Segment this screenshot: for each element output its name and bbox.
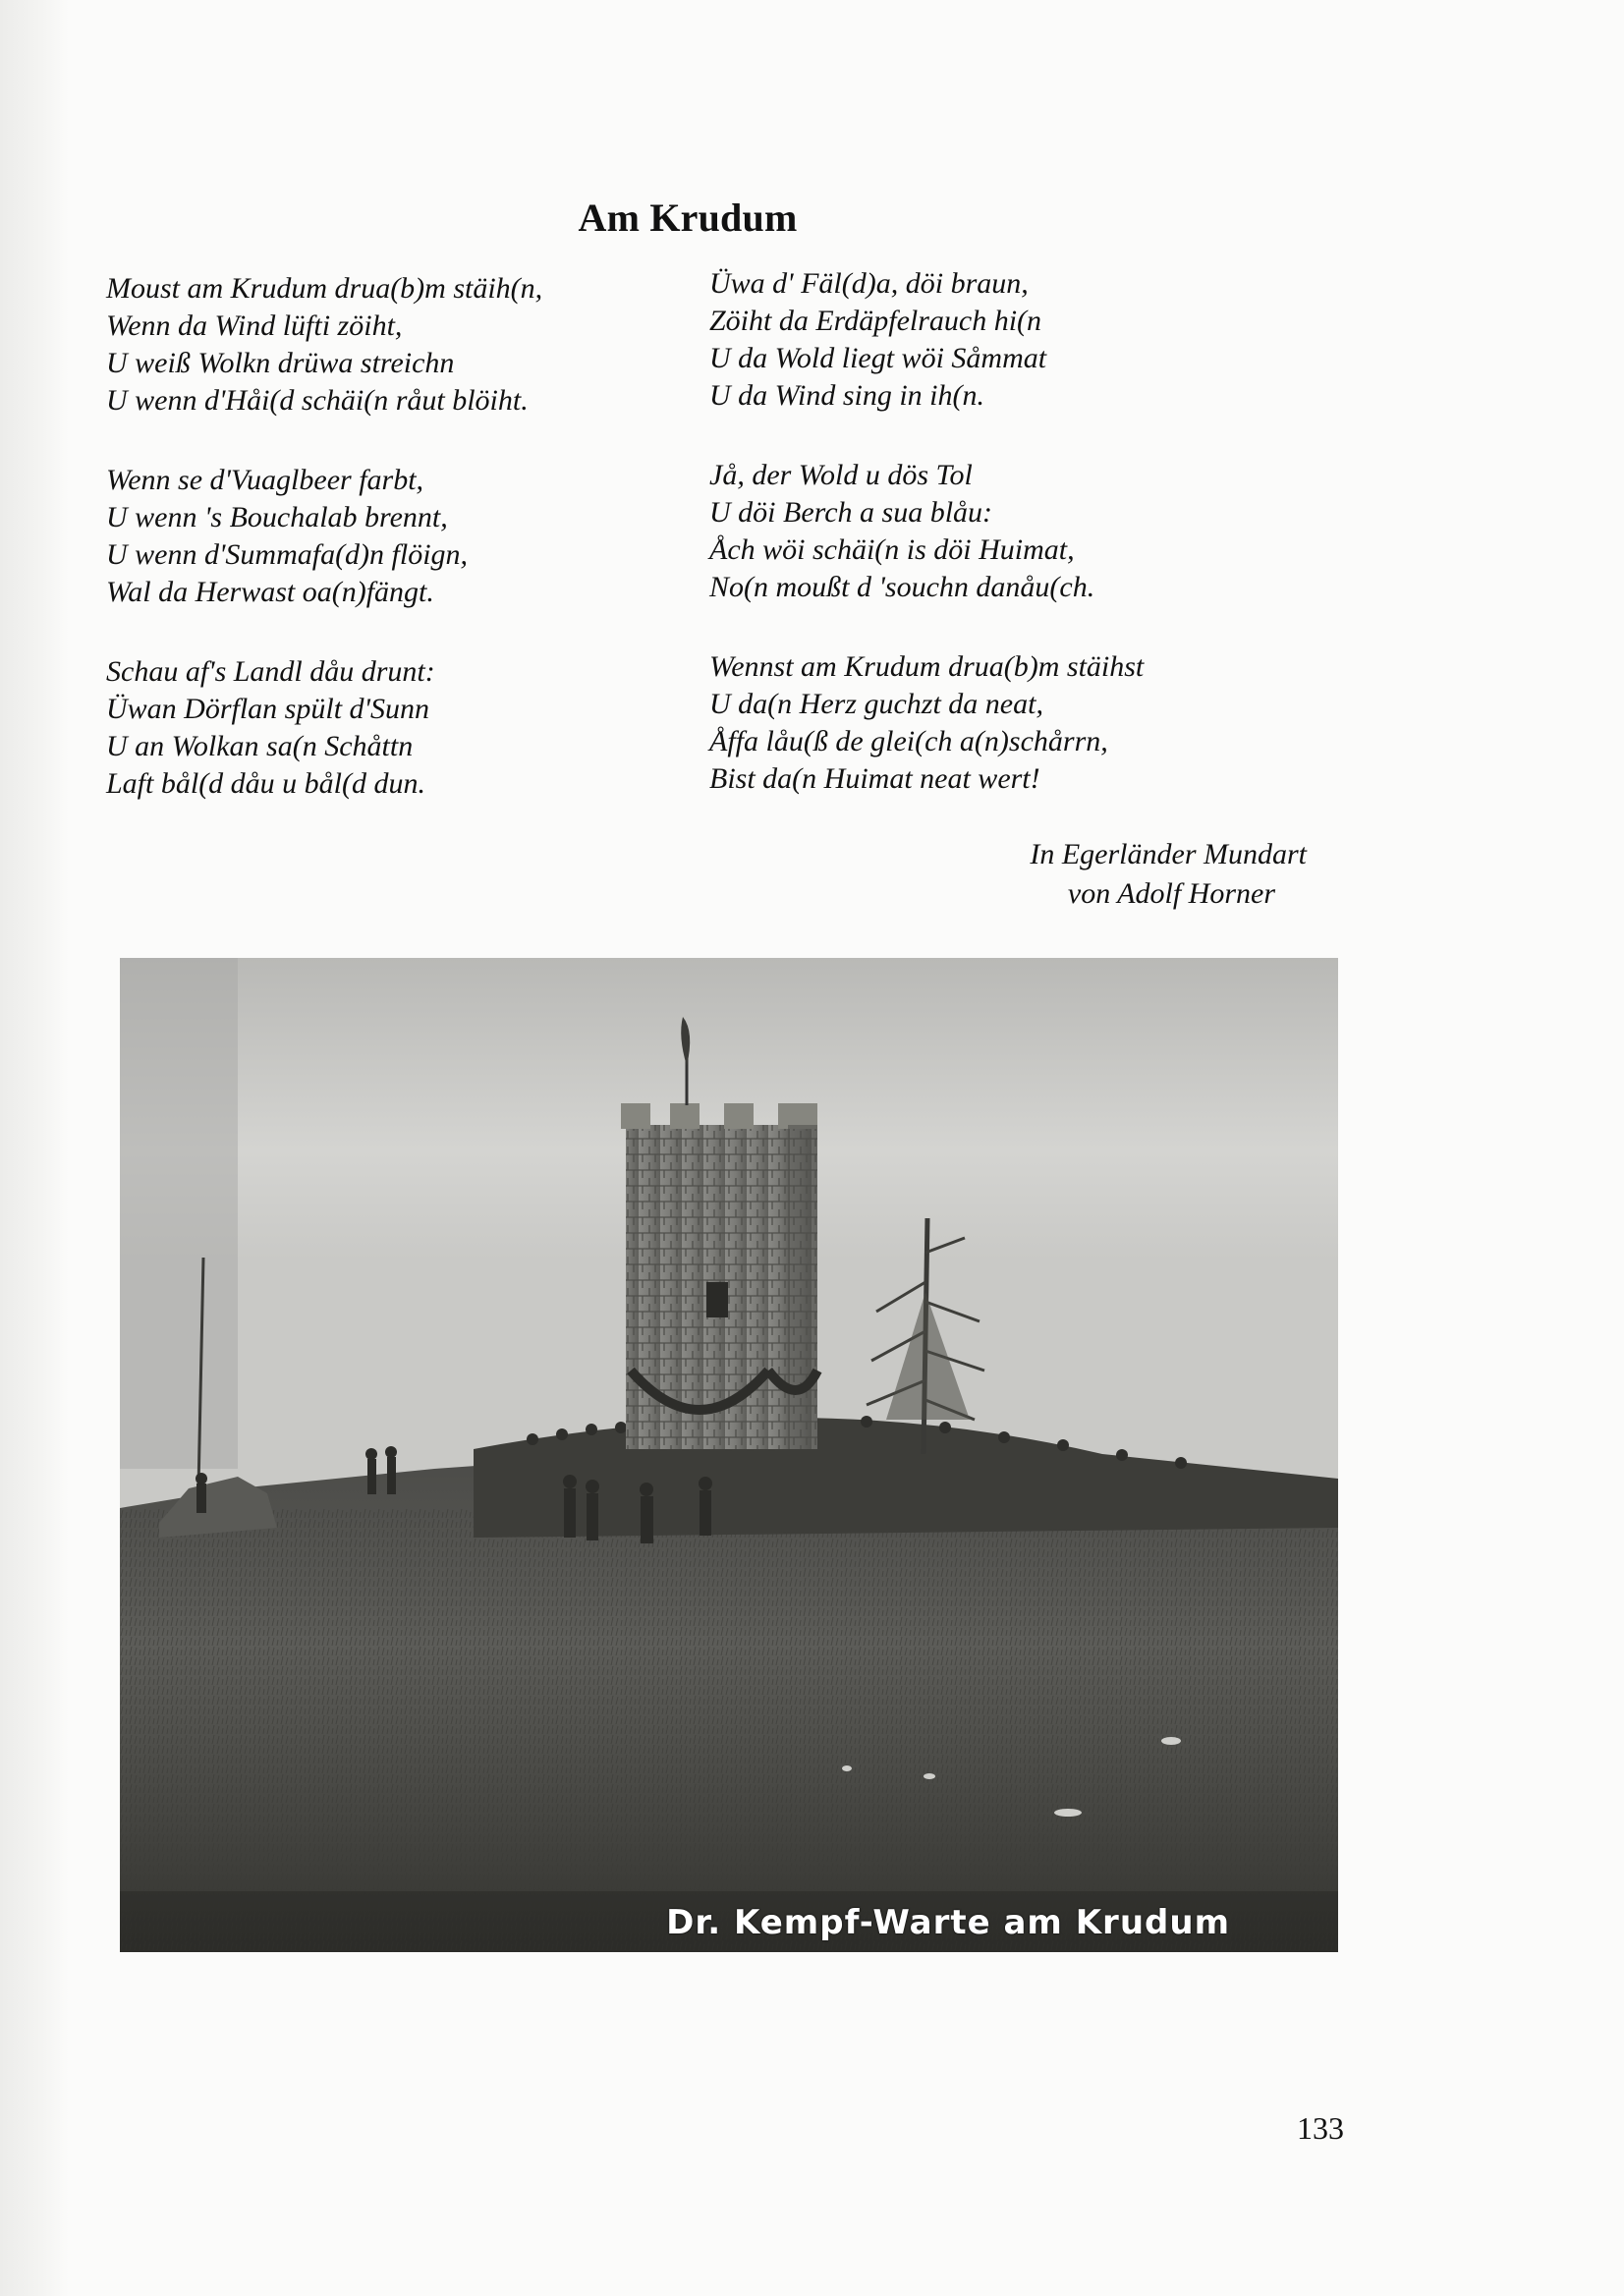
author-signature bbox=[884, 835, 1307, 914]
stanza-right-1 bbox=[709, 265, 1046, 415]
poem-line: Moust am Krudum drua(b)m stäih(n, bbox=[106, 272, 543, 305]
poem-line: Åffa låu(ß de glei(ch a(n)schårrn, bbox=[709, 725, 1108, 757]
poem-line: Üwa d' Fäl(d)a, döi braun, bbox=[709, 267, 1029, 300]
poem-line: Bist da(n Huimat neat wert! bbox=[709, 762, 1040, 795]
poem-line: U da(n Herz guchzt da neat, bbox=[709, 688, 1043, 720]
stanza-left-2 bbox=[106, 462, 468, 611]
poem-line: No(n moußt d 'souchn danåu(ch. bbox=[709, 571, 1095, 603]
poem-line: Zöiht da Erdäpfelrauch hi(n bbox=[709, 305, 1042, 337]
poem-line: Wenn da Wind lüfti zöiht, bbox=[106, 309, 403, 342]
tower-photo-illustration bbox=[120, 958, 1338, 1952]
poem-line: U weiß Wolkn drüwa streichn bbox=[106, 347, 455, 379]
poem-line: U wenn d'Håi(d schäi(n råut blöiht. bbox=[106, 384, 529, 417]
poem-line: U da Wind sing in ih(n. bbox=[709, 379, 985, 412]
poem-line: U wenn 's Bouchalab brennt, bbox=[106, 501, 448, 533]
poem-line: Üwan Dörflan spült d'Sunn bbox=[106, 693, 429, 725]
photo-caption: Dr. Kempf-Warte am Krudum bbox=[666, 1903, 1230, 1942]
page-number: 133 bbox=[1297, 2110, 1344, 2146]
stanza-left-1 bbox=[106, 270, 542, 420]
poem-line: Jå, der Wold u dös Tol bbox=[709, 459, 973, 491]
poem-line: U döi Berch a sua blåu: bbox=[709, 496, 993, 529]
stanza-left-3 bbox=[106, 653, 435, 803]
poem-line: Wal da Herwast oa(n)fängt. bbox=[106, 576, 434, 608]
poem-line: U an Wolkan sa(n Schåttn bbox=[106, 730, 414, 762]
stanza-right-2 bbox=[709, 457, 1094, 606]
tower-photograph bbox=[120, 958, 1338, 1952]
poem-line: Schau af's Landl dåu drunt: bbox=[106, 655, 435, 688]
poem-line: Laft bål(d dåu u bål(d dun. bbox=[106, 767, 426, 800]
author-name: von Adolf Horner bbox=[1067, 877, 1275, 910]
poem-line: U da Wold liegt wöi Såmmat bbox=[709, 342, 1047, 374]
poem-line: U wenn d'Summafa(d)n flöign, bbox=[106, 538, 469, 571]
poem-line: Åch wöi schäi(n is döi Huimat, bbox=[709, 533, 1075, 566]
stanza-right-3 bbox=[709, 648, 1144, 798]
poem-line: Wennst am Krudum drua(b)m stäihst bbox=[709, 650, 1145, 683]
binding-shadow bbox=[0, 0, 69, 2296]
poem-line: Wenn se d'Vuaglbeer farbt, bbox=[106, 464, 424, 496]
poem-title: Am Krudum bbox=[578, 196, 798, 240]
dialect-note: In Egerländer Mundart bbox=[1030, 838, 1307, 870]
